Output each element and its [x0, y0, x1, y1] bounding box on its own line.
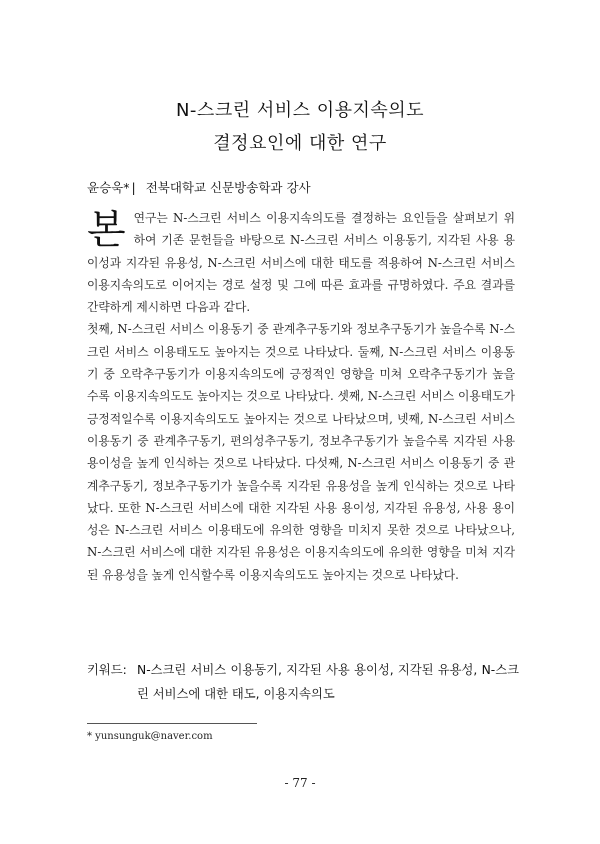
- drop-cap: 본: [87, 207, 126, 253]
- author-name: 윤승욱*: [87, 180, 130, 195]
- author-separator: |: [131, 180, 136, 195]
- abstract: [87, 207, 515, 586]
- keywords: [87, 658, 519, 706]
- abstract-paragraph-1: [87, 207, 515, 318]
- abstract-paragraph-2: 첫째, N-스크린 서비스 이용동기 중 관계추구동기와 정보추구동기가 높을수록 N-스크린 서비스 이용태도도 높아지는 것으로 나타났다. 둘째, N-스크린 서비스 이용동기 중 오락추구동기가 이용지속의도에 긍정적인 영향을 미쳐 오락추구동기가 높을수록 이용지속의도도 높아지는 것으로 나타났다. 셋째, N-스크린 서비스 이용태도가 긍정적일수록 이용지속의도도 높아지는 것으로 나타났으며, 넷째, N-스크린 서비스 이용동기 중 관계추구동기, 편의성추구동기, 정보추구동기가 높을수록 지각된 사용 용이성을 높게 인식하는 것으로 나타났다. 다섯째, N-스크린 서비스 이용동기 중 관계추구동기, 정보추구동기가 높을수록 지각된 유용성을 높게 인식하는 것으로 나타났다. 또한 N-스크린 서비스에 대한 지각된 사용 용이성, 지각된 유용성, 사용 용이성은 N-스크린 서비스 이용태도에 유의한 영향을 미치지 못한 것으로 나타났으나, N-스크린 서비스에 대한 지각된 유용성은 이용지속의도에 유의한 영향을 미쳐 지각된 유용성을 높게 인식할수록 이용지속의도도 높아지는 것으로 나타났다.: [87, 322, 515, 582]
- keywords-label: 키워드:: [87, 663, 127, 677]
- abstract-paragraph-1-text: 연구는 N-스크린 서비스 이용지속의도를 결정하는 요인들을 살펴보기 위하여 기존 문헌들을 바탕으로 N-스크린 서비스 이용동기, 지각된 사용 용이성과 지각된 유용성, N-스크린 서비스에 대한 태도를 적용하여 N-스크린 서비스 이용지속의도로 이어지는 경로 설정 및 그에 따른 효과를 규명하였다. 주요 결과를 간략하게 제시하면 다음과 같다.: [87, 211, 515, 315]
- footnote-divider: [87, 723, 257, 724]
- footnote-email: * yunsunguk@naver.com: [87, 731, 213, 742]
- keywords-text: N-스크린 서비스 이용동기, 지각된 사용 용이성, 지각된 유용성, N-스크린 서비스에 대한 태도, 이용지속의도: [137, 663, 519, 701]
- paper-title-line2: 결정요인에 대한 연구: [213, 133, 387, 154]
- author-line: [87, 178, 311, 196]
- paper-title-line1: N-스크린 서비스 이용지속의도: [175, 100, 425, 121]
- page-number: - 77 -: [284, 776, 316, 790]
- author-affiliation: 전북대학교 신문방송학과 강사: [145, 180, 311, 195]
